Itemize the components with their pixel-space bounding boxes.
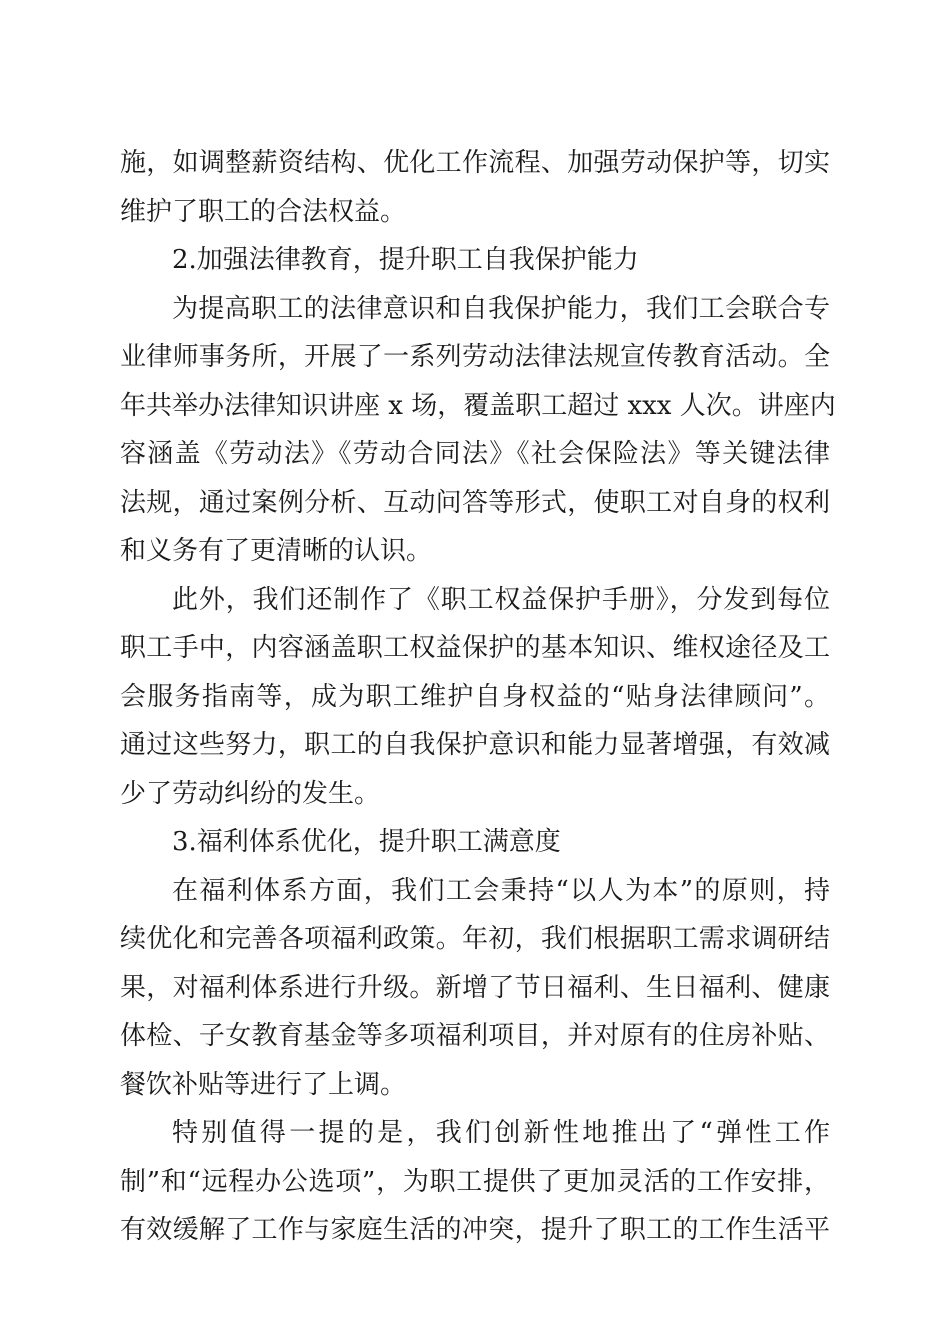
text-line: 会服务指南等，成为职工维护自身权益的“贴身法律顾问”。 [120,681,830,712]
text-line: 少了劳动纠纷的发生。 [120,778,381,809]
text-line: 餐饮补贴等进行了上调。 [120,1069,407,1100]
text-line: 通过这些努力，职工的自我保护意识和能力显著增强，有效减 [120,730,830,760]
text-line: 和义务有了更清晰的认识。 [120,536,433,566]
text-line: 续优化和完善各项福利政策。年初，我们根据职工需求调研结 [120,924,830,954]
text-line: 制”和“远程办公选项”，为职工提供了更加灵活的工作安排， [120,1166,830,1197]
text-line: 容涵盖《劳动法》《劳动合同法》《社会保险法》等关键法律 [120,439,830,469]
text-line: 职工手中，内容涵盖职工权益保护的基本知识、维权途径及工 [120,633,830,663]
text-line: 维护了职工的合法权益。 [120,196,407,227]
text-line: 此外，我们还制作了《职工权益保护手册》，分发到每位 [172,584,830,615]
text-line: 施，如调整薪资结构、优化工作流程、加强劳动保护等，切实 [120,148,830,178]
section-heading: 2.加强法律教育，提升职工自我保护能力 [172,245,639,275]
text-line: 特别值得一提的是，我们创新性地推出了“弹性工作 [172,1118,830,1148]
text-line: 体检、子女教育基金等多项福利项目，并对原有的住房补贴、 [120,1021,830,1051]
document-body [120,139,836,1255]
text-line: 法规，通过案例分析、互动问答等形式，使职工对自身的权利 [120,487,830,518]
text-line: 在福利体系方面，我们工会秉持“以人为本”的原则，持 [172,875,830,906]
text-line: 有效缓解了工作与家庭生活的冲突，提升了职工的工作生活平 [120,1215,830,1245]
text-line: 年共举办法律知识讲座 x 场，覆盖职工超过 xxx 人次。讲座内 [120,390,836,421]
section-heading: 3.福利体系优化，提升职工满意度 [172,827,561,857]
text-line: 业律师事务所，开展了一系列劳动法律法规宣传教育活动。全 [120,342,830,372]
text-line: 果，对福利体系进行升级。新增了节日福利、生日福利、健康 [120,972,830,1003]
text-line: 为提高职工的法律意识和自我保护能力，我们工会联合专 [172,293,830,324]
